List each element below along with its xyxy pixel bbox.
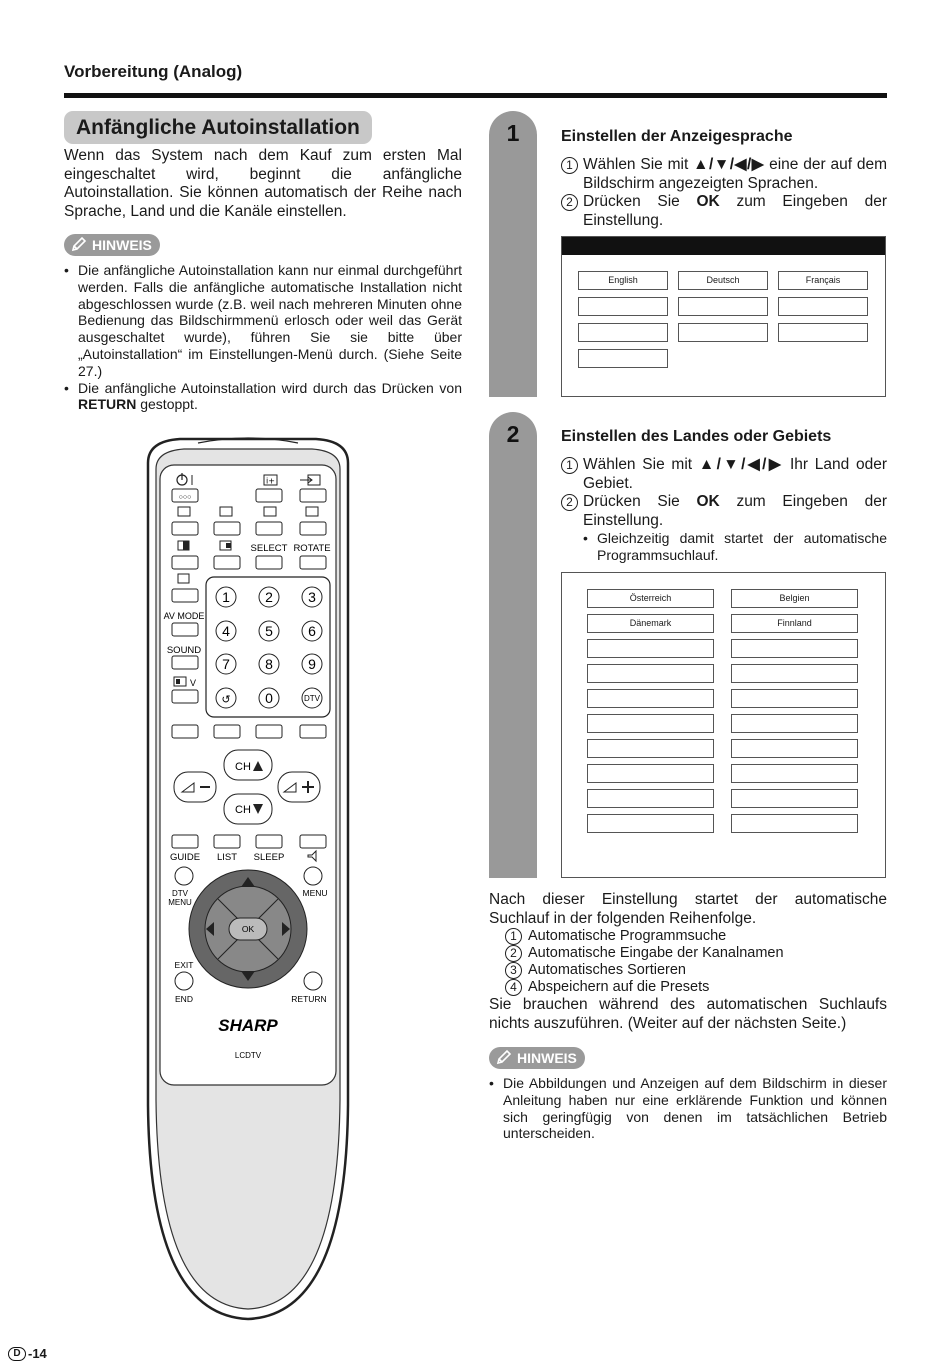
section-title: Vorbereitung (Analog)	[64, 62, 243, 81]
hinweis-badge-2	[489, 1047, 585, 1069]
step-circle-number: 1	[561, 457, 578, 474]
step-circle-number: 2	[561, 494, 578, 511]
menu-label: MENU	[302, 888, 328, 898]
language-option[interactable]	[678, 297, 768, 316]
after-intro: Nach dieser Einstellung startet der automatische Suchlauf in der folgenden Reihenfolge.	[489, 891, 887, 927]
remote-button[interactable]	[214, 522, 240, 535]
dtv-menu-button[interactable]	[175, 867, 193, 885]
svg-text:V: V	[190, 678, 197, 688]
page-footer	[8, 1346, 47, 1361]
remote-button[interactable]	[256, 489, 282, 502]
pencil-icon	[495, 1049, 513, 1067]
digit-label: 8	[265, 656, 273, 672]
guide-label: GUIDE	[169, 852, 201, 863]
hinweis-notes	[64, 262, 462, 413]
language-option[interactable]	[778, 297, 868, 316]
sub-bullet	[583, 530, 887, 564]
country-grid	[562, 573, 885, 833]
sequence-text: Automatisches Sortieren	[528, 962, 686, 978]
end-label: END	[175, 994, 193, 1004]
digit-label: 2	[265, 589, 273, 605]
remote-button[interactable]	[300, 489, 326, 502]
search-sequence-list	[489, 928, 887, 996]
step1-tab	[489, 111, 537, 397]
note-text: gestoppt.	[136, 396, 198, 413]
arrow-keys-glyph: ▲/▼/◀/▶	[698, 456, 784, 473]
language-option[interactable]	[578, 297, 668, 316]
digit-label: 6	[308, 623, 316, 639]
brand-logo: SHARP	[218, 1016, 278, 1035]
country-option[interactable]	[731, 789, 858, 808]
sound-label: SOUND	[166, 645, 202, 656]
color-button-green[interactable]	[214, 725, 240, 738]
country-option[interactable]	[587, 664, 714, 683]
hinweis-badge	[64, 234, 160, 256]
digit-label: 1	[222, 589, 230, 605]
remote-button[interactable]	[300, 522, 326, 535]
instruction-text: eine der auf dem Bildschirm angezeigten Sprachen.	[583, 156, 887, 192]
country-option[interactable]	[731, 764, 858, 783]
sequence-number: 4	[505, 979, 522, 996]
sleep-label: SLEEP	[253, 852, 285, 863]
header-rule	[64, 93, 887, 98]
language-letter-badge: D	[8, 1347, 26, 1361]
step1-title: Einstellen der Anzeigesprache	[561, 128, 793, 145]
screen-title-bar	[562, 237, 885, 255]
sequence-text: Automatische Programmsuche	[528, 928, 727, 944]
hinweis-label: HINWEIS	[92, 237, 152, 253]
select-button[interactable]	[256, 556, 282, 569]
dtv-menu-label-1: DTV	[172, 889, 188, 898]
language-option[interactable]	[578, 323, 668, 342]
country-option[interactable]	[731, 814, 858, 833]
sound-button[interactable]	[172, 656, 198, 669]
country-option[interactable]: Österreich	[587, 589, 714, 608]
return-button[interactable]	[304, 972, 322, 990]
note-item	[64, 262, 462, 380]
sequence-text: Automatische Eingabe der Kanalnamen	[528, 945, 784, 961]
page-number: -14	[28, 1346, 47, 1361]
rotate-button[interactable]	[300, 556, 326, 569]
digit-label: 3	[308, 589, 316, 605]
exit-label: EXIT	[174, 960, 194, 970]
step2-title: Einstellen des Landes oder Gebiets	[561, 428, 832, 445]
digit-label: 5	[265, 623, 273, 639]
instruction-text: zum Eingeben der Einstellung.	[583, 493, 888, 529]
av-mode-button-2[interactable]	[172, 623, 198, 636]
country-option[interactable]	[731, 739, 858, 758]
language-option[interactable]: Français	[778, 271, 868, 290]
instruction-text: zum Eingeben der Einstellung.	[583, 193, 888, 229]
sequence-item	[505, 928, 887, 945]
remote-button[interactable]	[256, 522, 282, 535]
svg-text:i+: i+	[266, 476, 275, 486]
dtv-label: DTV	[304, 694, 320, 703]
country-option[interactable]	[587, 739, 714, 758]
select-label: SELECT	[250, 543, 288, 554]
list-button[interactable]	[214, 835, 240, 848]
menu-button[interactable]	[304, 867, 322, 885]
remote-button[interactable]	[214, 556, 240, 569]
return-label: RETURN	[291, 994, 327, 1004]
language-option[interactable]	[778, 323, 868, 342]
country-option[interactable]: Dänemark	[587, 614, 714, 633]
ch-up-label: CH	[235, 761, 251, 773]
language-option[interactable]	[678, 323, 768, 342]
instruction-text: Drücken Sie	[583, 493, 697, 510]
country-option[interactable]	[587, 789, 714, 808]
color-button-red[interactable]	[172, 725, 198, 738]
country-screen	[561, 572, 886, 878]
note-item	[489, 1075, 887, 1142]
country-option[interactable]: Belgien	[731, 589, 858, 608]
page-heading: Anfängliche Autoinstallation	[64, 111, 372, 144]
country-option[interactable]	[731, 639, 858, 658]
instruction-text: Ihr Land oder Gebiet.	[583, 456, 887, 492]
note-text: Die Abbildungen und Anzeigen auf dem Bildschirm in dieser Anleitung haben nur eine erklärende Funktion und können sich geringfügig von denen im tatsächlichen Betrieb unterscheiden.	[503, 1075, 887, 1142]
sequence-item	[505, 945, 887, 962]
language-option[interactable]: Deutsch	[678, 271, 768, 290]
instruction-text: Drücken Sie	[583, 193, 697, 210]
color-button-yellow[interactable]	[256, 725, 282, 738]
list-label: LIST	[216, 852, 238, 863]
digit-label: 7	[222, 656, 230, 672]
guide-button[interactable]	[172, 835, 198, 848]
exit-button[interactable]	[175, 972, 193, 990]
arrow-keys-glyph: ▲/▼/◀/▶	[693, 156, 765, 173]
step2-sub-bullets	[561, 530, 887, 564]
note-text: Die anfängliche Autoinstallation wird durch das Drücken von	[78, 379, 462, 396]
av-mode-button[interactable]	[172, 589, 198, 602]
step2-number: 2	[506, 421, 520, 447]
step1-number: 1	[506, 120, 520, 146]
sleep-button[interactable]	[256, 835, 282, 848]
language-grid	[562, 255, 885, 368]
instruction-text: Wählen Sie mit	[583, 156, 694, 173]
dtv-menu-label-2: MENU	[168, 898, 192, 907]
pencil-icon	[70, 236, 88, 254]
intro-paragraph: Wenn das System nach dem Kauf zum ersten Mal eingeschaltet wird, beginnt die anfängliche Autoinstallation. Sie können automatisch der Reihe nach Sprache, Land und die Kanäle einstellen.	[64, 147, 462, 220]
country-option[interactable]	[587, 639, 714, 658]
note-item	[64, 380, 462, 414]
after-outro: Sie brauchen während des automatischen Suchlaufs nichts auszuführen. (Weiter auf der nächsten Seite.)	[489, 996, 887, 1032]
step-circle-number: 1	[561, 157, 578, 174]
country-option[interactable]	[587, 689, 714, 708]
sequence-text: Abspeichern auf die Presets	[528, 979, 710, 995]
country-option[interactable]: Finnland	[731, 614, 858, 633]
step-circle-number: 2	[561, 194, 578, 211]
sub-bullet-text: Gleichzeitig damit startet der automatische Programmsuchlauf.	[597, 530, 887, 563]
language-option[interactable]	[578, 349, 668, 368]
step2-instructions	[561, 456, 887, 564]
sequence-item	[505, 962, 887, 979]
remote-button[interactable]	[172, 556, 198, 569]
country-option[interactable]	[587, 814, 714, 833]
hinweis-label: HINWEIS	[517, 1050, 577, 1066]
sequence-number: 2	[505, 945, 522, 962]
remote-button[interactable]	[172, 522, 198, 535]
ok-keyword: OK	[696, 493, 720, 510]
after-section	[489, 891, 887, 1033]
language-option[interactable]: English	[578, 271, 668, 290]
ok-label: OK	[241, 924, 255, 934]
digit-label: 9	[308, 656, 316, 672]
country-option[interactable]	[731, 689, 858, 708]
country-option[interactable]	[587, 764, 714, 783]
return-keyword: RETURN	[78, 396, 137, 413]
sequence-number: 1	[505, 928, 522, 945]
mute-button[interactable]	[300, 835, 326, 848]
color-button-blue[interactable]	[300, 725, 326, 738]
rotate-label: ROTATE	[293, 543, 331, 554]
sequence-item	[505, 979, 887, 996]
country-option[interactable]	[587, 714, 714, 733]
ch-down-label: CH	[235, 804, 251, 816]
ok-keyword: OK	[696, 193, 720, 210]
step1-instructions	[561, 156, 887, 230]
model-label: LCDTV	[234, 1051, 262, 1060]
note-text: Die anfängliche Autoinstallation kann nur einmal durchgeführt werden. Falls die anfängliche automatische Installation nicht abgeschlossen wurde (z.B. weil nach mehreren Minuten ohne Bedienung das Bildschirmmenü erlosch oder weil das Gerät ausgeschaltet wurde), führen Sie sie bitte über „Autoinstallation“ im Einstellungen-Menü durch. (Siehe Seite 27.)	[78, 262, 462, 379]
country-option[interactable]	[731, 664, 858, 683]
country-option[interactable]	[731, 714, 858, 733]
flashback-icon: ↺	[221, 694, 231, 706]
svg-text:○○○: ○○○	[178, 494, 192, 501]
sequence-number: 3	[505, 962, 522, 979]
instruction-text: Wählen Sie mit	[583, 456, 699, 473]
hinweis-notes-2	[489, 1075, 887, 1142]
av-mode-label: AV MODE	[163, 611, 205, 621]
digit-label: 4	[222, 623, 230, 639]
remote-control-illustration	[140, 435, 356, 1325]
step2-tab	[489, 412, 537, 878]
language-screen	[561, 236, 886, 397]
dolby-button[interactable]	[172, 690, 198, 703]
digit-label: 0	[265, 690, 273, 706]
